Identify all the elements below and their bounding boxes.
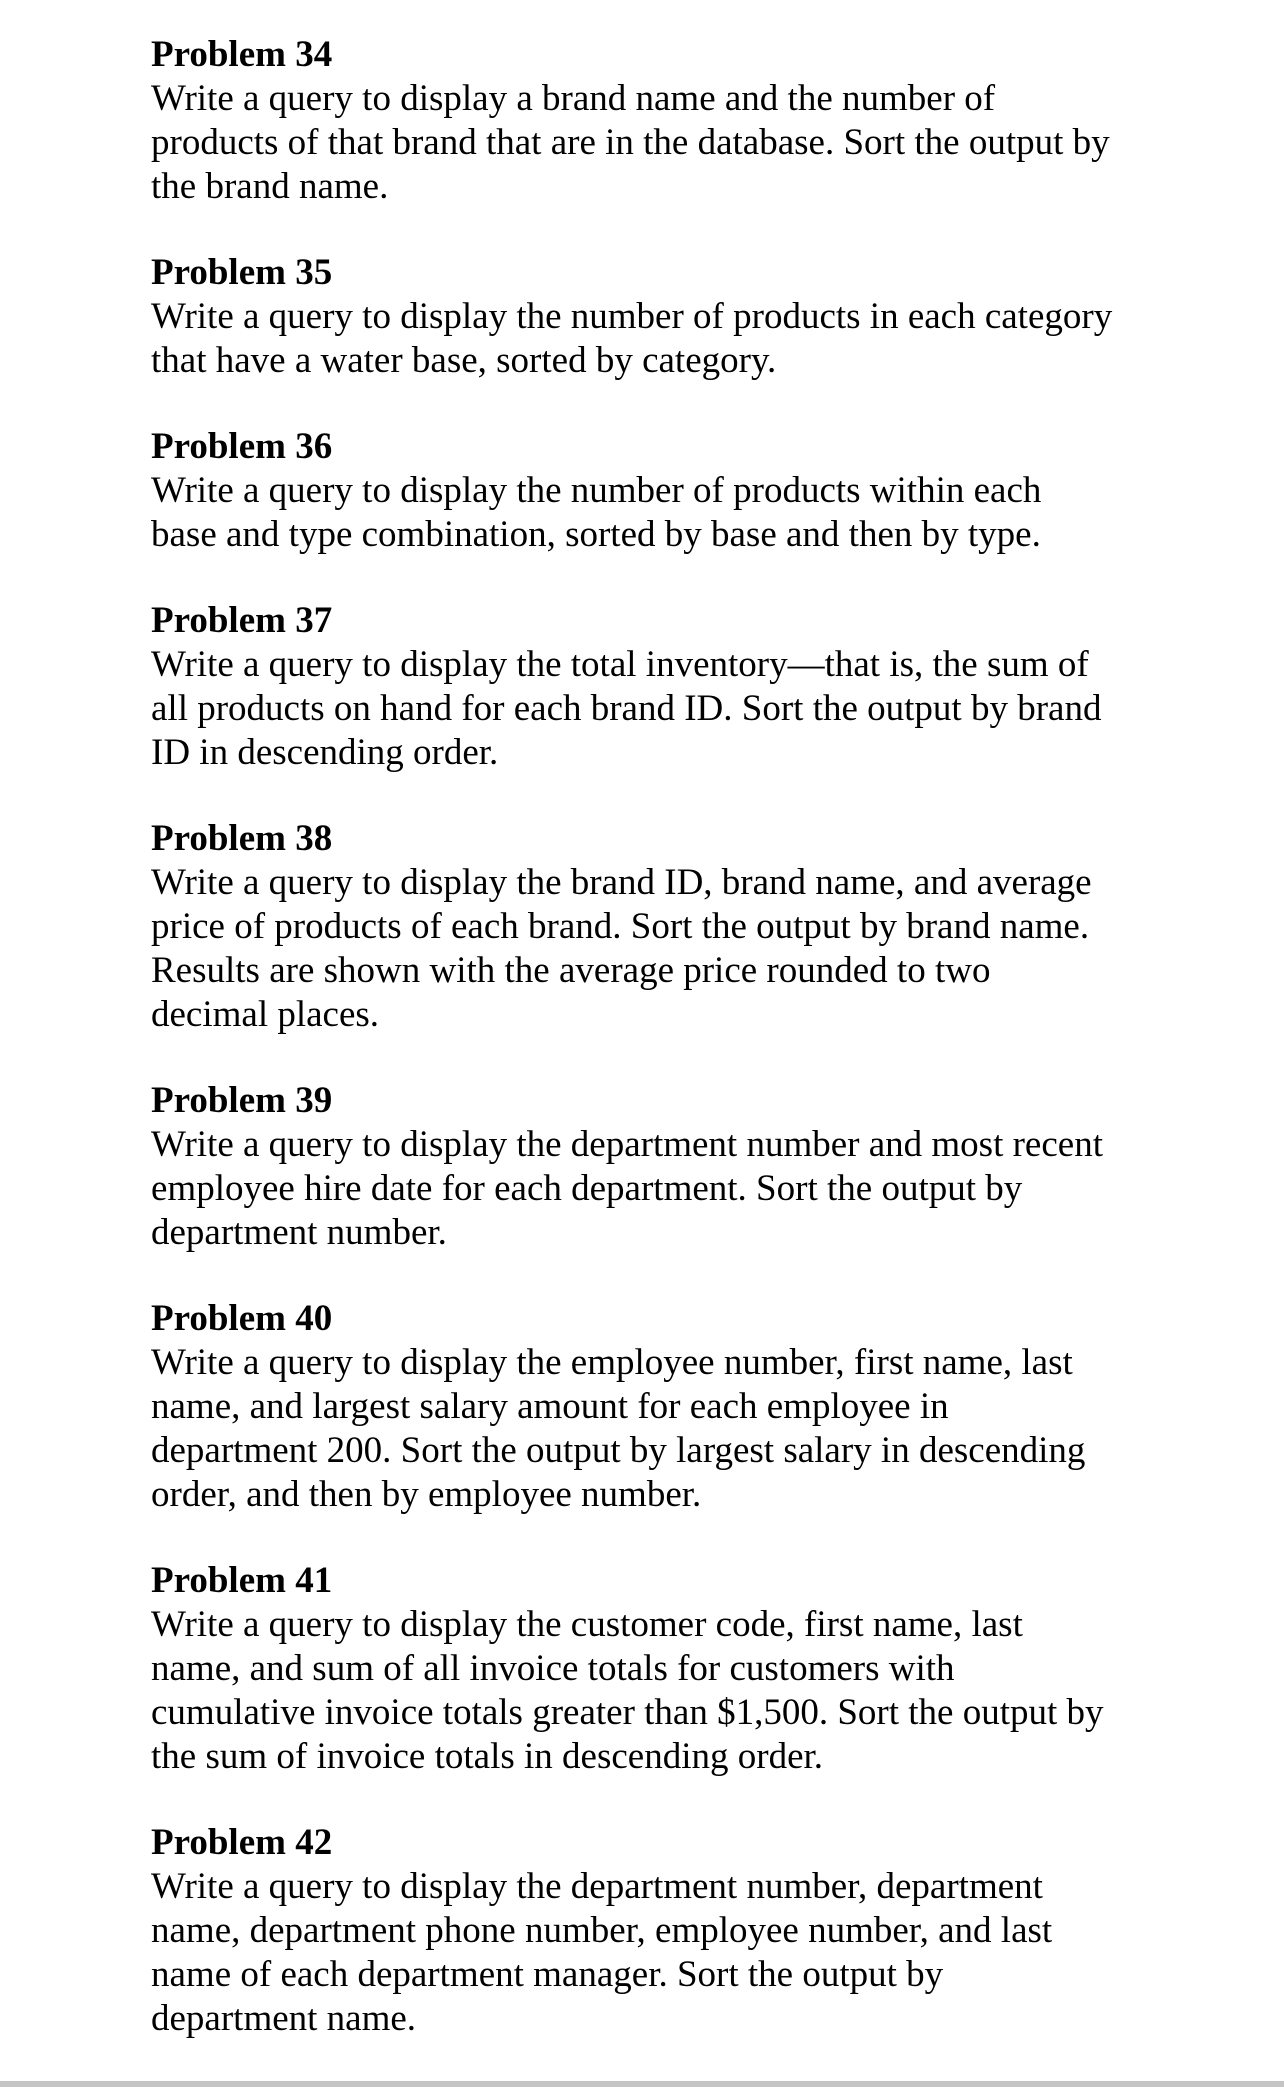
problem-text-line: base and type combination, sorted by base and then by type. <box>151 514 1041 555</box>
problem-title: Problem 42 <box>151 1822 333 1863</box>
problem-text-line: Write a query to display a brand name and the number of <box>151 78 996 119</box>
problem-title: Problem 37 <box>151 600 333 641</box>
problem-text-line: Write a query to display the department number and most recent <box>151 1124 1103 1165</box>
problem-text-line: order, and then by employee number. <box>151 1474 702 1515</box>
problem-title: Problem 36 <box>151 426 333 467</box>
problem-text-line: Write a query to display the number of products in each category <box>151 296 1113 337</box>
problem-title: Problem 35 <box>151 252 333 293</box>
problem-title: Problem 38 <box>151 818 333 859</box>
problem-37 <box>151 599 1151 775</box>
problem-text-line: products of that brand that are in the database. Sort the output by <box>151 122 1110 163</box>
problem-text-line: name, and sum of all invoice totals for customers with <box>151 1648 955 1689</box>
problem-text-line: all products on hand for each brand ID. Sort the output by brand <box>151 688 1102 729</box>
problem-text-line: Write a query to display the department number, department <box>151 1866 1043 1907</box>
problem-title: Problem 41 <box>151 1560 333 1601</box>
problem-text <box>151 1603 1151 1779</box>
problem-text <box>151 1123 1151 1255</box>
problem-text-line: decimal places. <box>151 994 380 1035</box>
problem-39 <box>151 1079 1151 1255</box>
problem-text-line: Results are shown with the average price rounded to two <box>151 950 991 991</box>
problem-34 <box>151 33 1151 209</box>
problem-text-line: Write a query to display the brand ID, brand name, and average <box>151 862 1092 903</box>
problem-title: Problem 34 <box>151 34 333 75</box>
problem-text-line: Write a query to display the customer code, first name, last <box>151 1604 1023 1645</box>
problem-text-line: price of products of each brand. Sort the output by brand name. <box>151 906 1090 947</box>
problem-list <box>151 33 1151 2083</box>
problem-text <box>151 469 1151 557</box>
problem-text-line: the sum of invoice totals in descending order. <box>151 1736 824 1777</box>
page-bottom-border <box>0 2081 1284 2087</box>
problem-text-line: the brand name. <box>151 166 389 207</box>
problem-text-line: Write a query to display the total inventory—that is, the sum of <box>151 644 1089 685</box>
problem-41 <box>151 1559 1151 1779</box>
problem-text <box>151 77 1151 209</box>
problem-text-line: employee hire date for each department. Sort the output by <box>151 1168 1023 1209</box>
problem-text-line: Write a query to display the employee number, first name, last <box>151 1342 1073 1383</box>
problem-text-line: name of each department manager. Sort the output by <box>151 1954 944 1995</box>
problem-text-line: that have a water base, sorted by category. <box>151 340 777 381</box>
problem-36 <box>151 425 1151 557</box>
problem-text <box>151 1865 1151 2041</box>
problem-40 <box>151 1297 1151 1517</box>
problem-text-line: name, and largest salary amount for each employee in <box>151 1386 949 1427</box>
problem-text <box>151 1341 1151 1517</box>
problem-text <box>151 861 1151 1037</box>
problem-text <box>151 295 1151 383</box>
problem-35 <box>151 251 1151 383</box>
problem-text-line: department number. <box>151 1212 447 1253</box>
problem-38 <box>151 817 1151 1037</box>
problem-text <box>151 643 1151 775</box>
problem-42 <box>151 1821 1151 2041</box>
problem-text-line: Write a query to display the number of products within each <box>151 470 1042 511</box>
problem-title: Problem 40 <box>151 1298 333 1339</box>
problem-text-line: department name. <box>151 1998 417 2039</box>
problem-text-line: cumulative invoice totals greater than $1,500. Sort the output by <box>151 1692 1104 1733</box>
problem-text-line: name, department phone number, employee number, and last <box>151 1910 1053 1951</box>
problem-text-line: department 200. Sort the output by largest salary in descending <box>151 1430 1086 1471</box>
problem-title: Problem 39 <box>151 1080 333 1121</box>
problem-text-line: ID in descending order. <box>151 732 499 773</box>
